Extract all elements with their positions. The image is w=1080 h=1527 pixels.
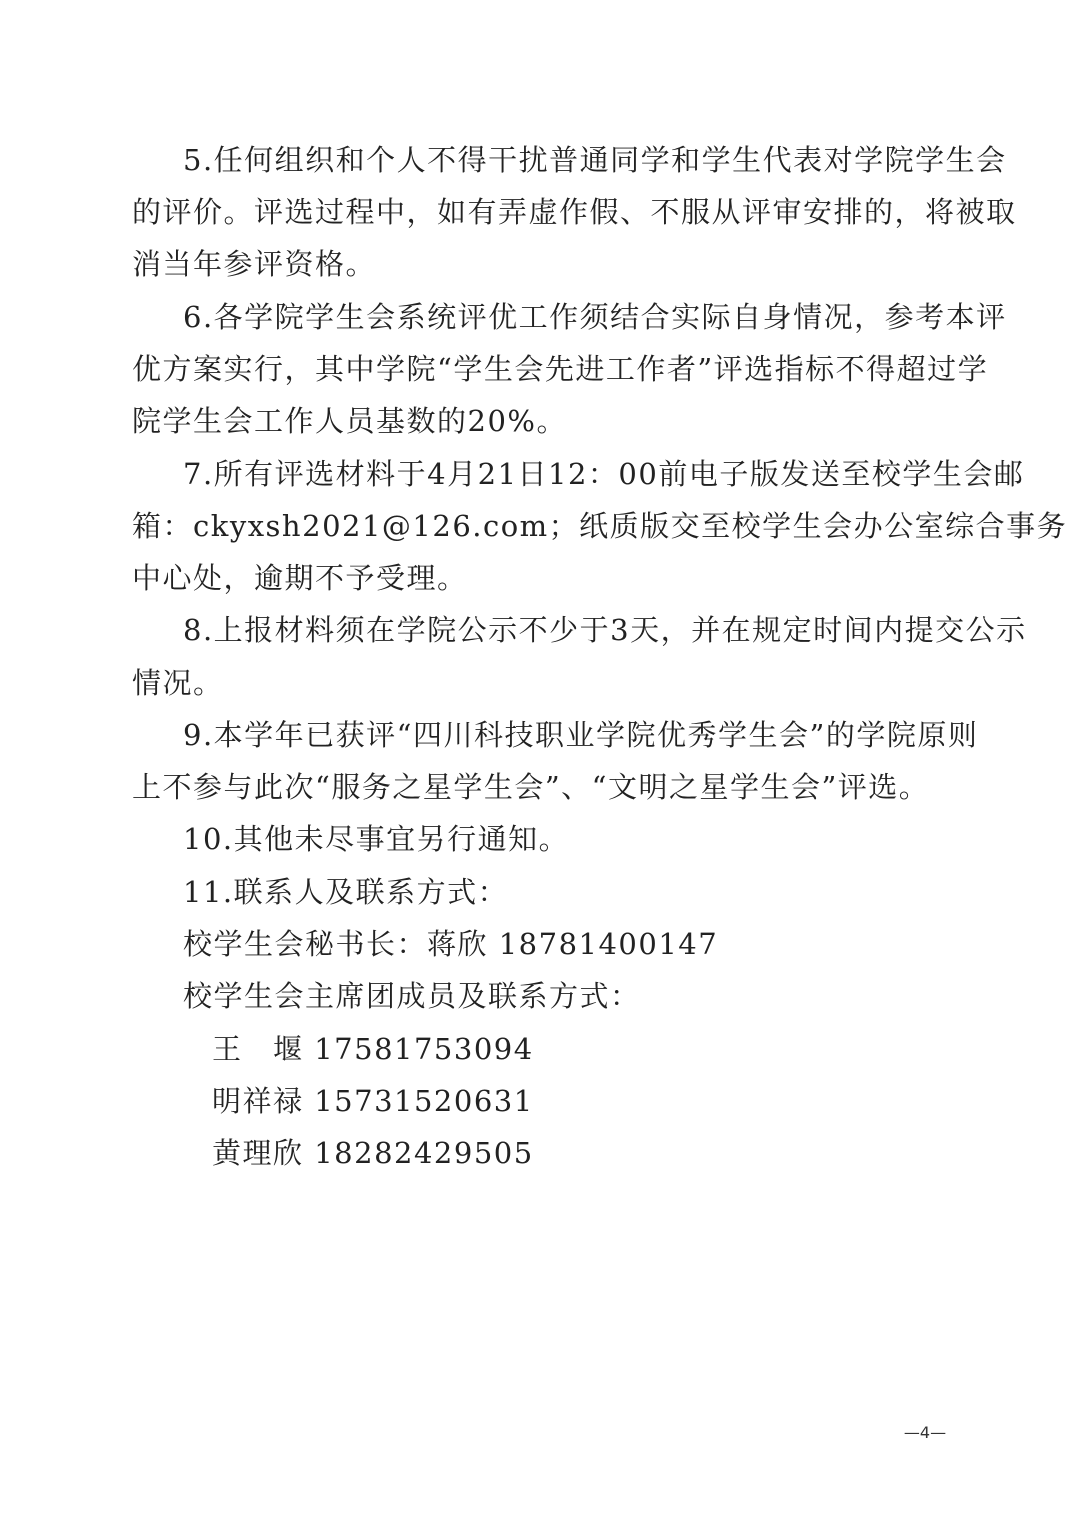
paragraph-5-line-2: 的评价。评选过程中，如有弄虚作假、不服从评审安排的，将被取 [132, 195, 1017, 229]
paragraph-8-line-1: 8.上报材料须在学院公示不少于3天，并在规定时间内提交公示 [183, 613, 1027, 647]
paragraph-7-line-2: 箱：ckyxsh2021@126.com；纸质版交至校学生会办公室综合事务 [132, 509, 1068, 543]
paragraph-9-line-1: 9.本学年已获评“四川科技职业学院优秀学生会”的学院原则 [183, 718, 979, 752]
paragraph-5-line-3: 消当年参评资格。 [132, 247, 377, 281]
paragraph-6-line-1: 6.各学院学生会系统评优工作须结合实际自身情况，参考本评 [183, 300, 1007, 334]
paragraph-6-line-2: 优方案实行，其中学院“学生会先进工作者”评选指标不得超过学 [132, 352, 989, 386]
paragraph-8-line-2: 情况。 [132, 666, 224, 700]
paragraph-6-line-3: 院学生会工作人员基数的20%。 [132, 404, 567, 438]
contact-ming-xianglu: 明祥禄 15731520631 [212, 1084, 534, 1118]
paragraph-5-line-1: 5.任何组织和个人不得干扰普通同学和学生代表对学院学生会 [183, 143, 1007, 177]
contact-wang-yan: 王 堰 17581753094 [212, 1032, 534, 1066]
paragraph-7-line-1: 7.所有评选材料于4月21日12：00前电子版发送至校学生会邮 [183, 457, 1025, 491]
contact-huang-lixin: 黄理欣 18282429505 [212, 1136, 534, 1170]
paragraph-9-line-2: 上不参与此次“服务之星学生会”、“文明之星学生会”评选。 [132, 770, 930, 804]
secretary-contact: 校学生会秘书长：蒋欣 18781400147 [183, 927, 719, 961]
page-number: —4— [903, 1423, 947, 1442]
presidium-heading: 校学生会主席团成员及联系方式： [183, 979, 641, 1013]
paragraph-7-line-3: 中心处，逾期不予受理。 [132, 561, 468, 595]
paragraph-10: 10.其他未尽事宜另行通知。 [183, 822, 570, 856]
paragraph-11-heading: 11.联系人及联系方式： [183, 875, 509, 909]
